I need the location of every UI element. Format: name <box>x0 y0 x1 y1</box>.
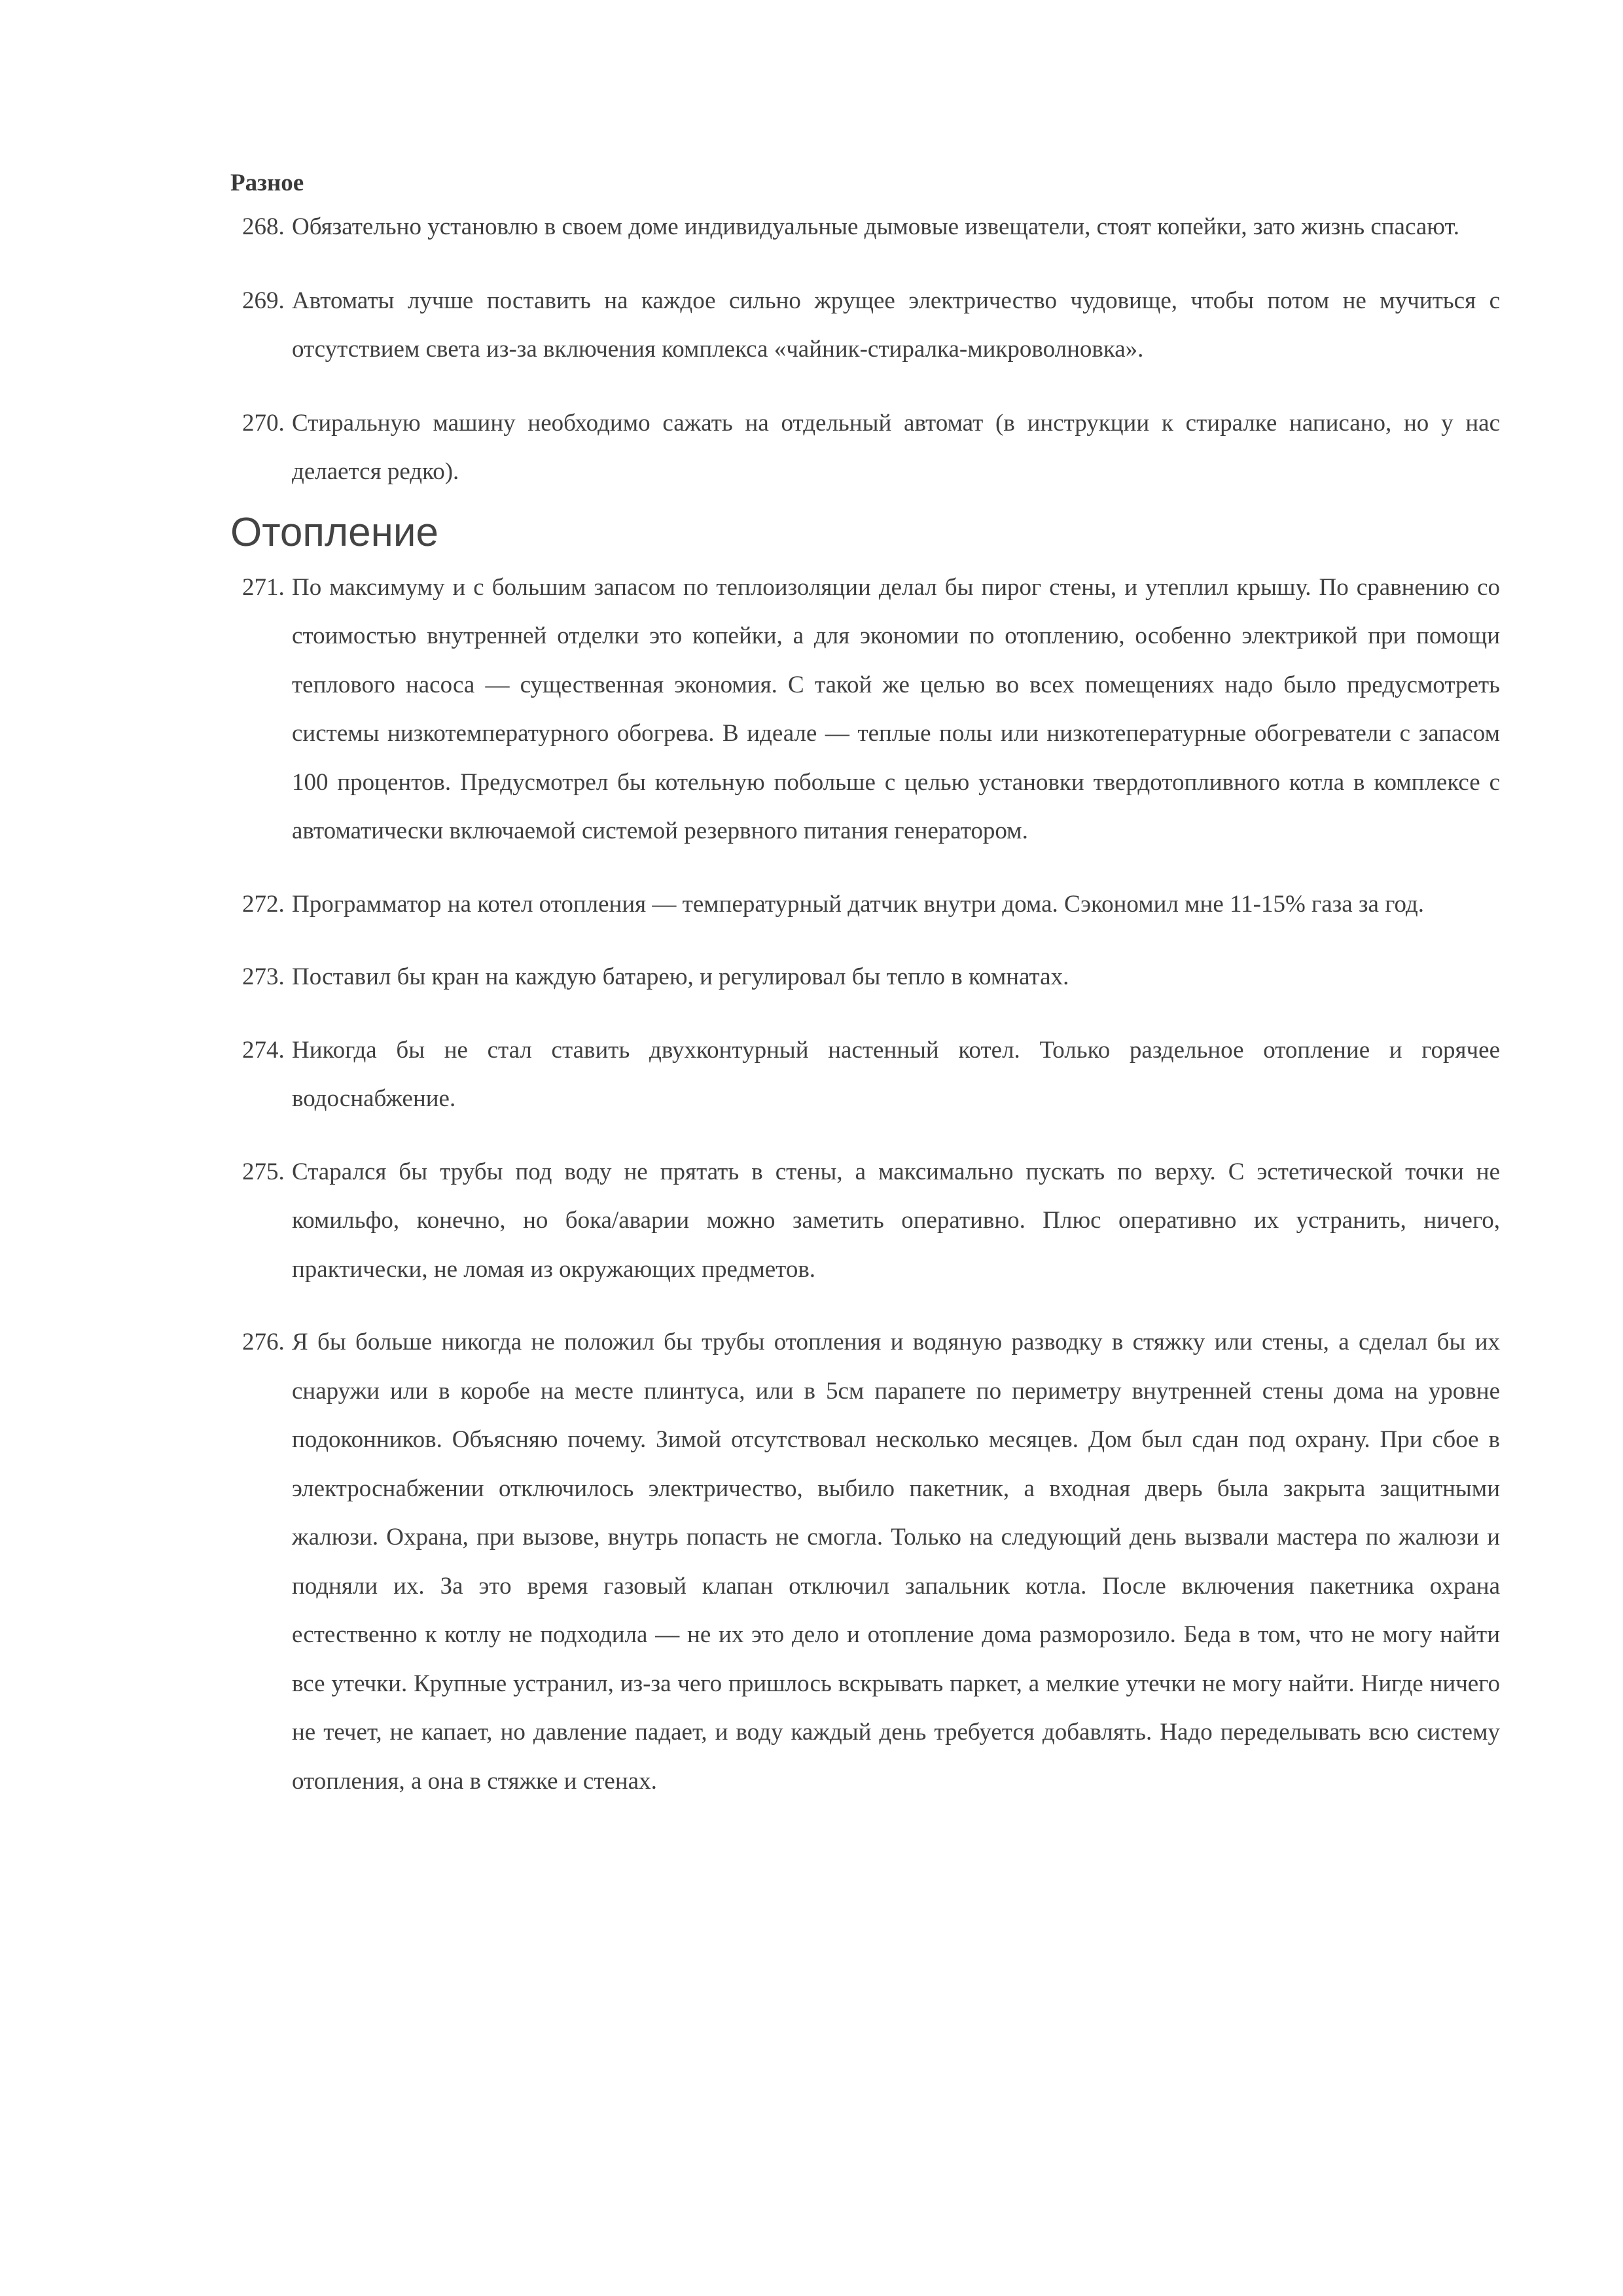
list-item <box>230 564 1500 856</box>
item-number: 271. <box>242 573 285 601</box>
list-item <box>230 1026 1500 1124</box>
item-number: 268. <box>242 213 285 240</box>
item-text: Программатор на котел отопления — температурный датчик внутри дома. Сэкономил мне 11-15% газа за год. <box>292 890 1424 918</box>
item-text: Поставил бы кран на каждую батарею, и регулировал бы тепло в комнатах. <box>292 963 1069 990</box>
item-text: Автоматы лучше поставить на каждое сильно жрущее электричество чудовище, чтобы потом не мучиться с отсутствием света из-за включения комплекса «чайник-стиралка-микроволновка». <box>292 287 1500 363</box>
list-item <box>230 953 1500 1002</box>
list-item <box>230 399 1500 497</box>
document-body <box>230 164 1500 1830</box>
item-text: Старался бы трубы под воду не прятать в стены, а максимально пускать по верху. С эстетической точки не комильфо, конечно, но бока/аварии можно заметить оперативно. Плюс оперативно их устранить, ничего, практически, не ломая из окружающих предметов. <box>292 1158 1500 1283</box>
item-number: 276. <box>242 1329 285 1355</box>
item-text: Обязательно установлю в своем доме индивидуальные дымовые извещатели, стоят копейки, зато жизнь спасают. <box>292 213 1460 240</box>
item-number: 275. <box>242 1158 285 1185</box>
misc-list <box>230 203 1500 497</box>
item-number: 273. <box>242 963 285 990</box>
list-item <box>230 277 1500 374</box>
item-number: 274. <box>242 1036 285 1064</box>
list-item <box>230 1318 1500 1806</box>
section-heading-misc: Разное <box>230 170 304 196</box>
section-heading-heating: Отопление <box>230 509 438 555</box>
list-item <box>230 203 1500 252</box>
item-text: Никогда бы не стал ставить двухконтурный настенный котел. Только раздельное отопление и горячее водоснабжение. <box>292 1036 1500 1112</box>
item-number: 269. <box>242 287 285 314</box>
heating-list <box>230 564 1500 1806</box>
item-text: Стиральную машину необходимо сажать на отдельный автомат (в инструкции к стиралке написано, но у нас делается редко). <box>292 409 1500 485</box>
list-item <box>230 1148 1500 1295</box>
item-text: Я бы больше никогда не положил бы трубы отопления и водяную разводку в стяжку или стены, а сделал бы их снаружи или в коробе на месте плинтуса, или в 5см парапете по периметру внутренней стены дома на уровне подоконников. Объясняю почему. Зимой отсутствовал несколько месяцев. Дом был сдан под охрану. При сбое в электроснабжении отключилось электричество, выбило пакетник, а входная дверь была закрыта защитными жалюзи. Охрана, при вызове, внутрь попасть не смогла. Только на следующий день вызвали мастера по жалюзи и подняли их. За это время газовый клапан отключил запальник котла. После включения пакетника охрана естественно к котлу не подходила — не их это дело и отопление дома разморозило. Беда в том, что не могу найти все утечки. Крупные устранил, из-за чего пришлось вскрывать паркет, а мелкие утечки не могу найти. Нигде ничего не течет, не капает, но давление падает, и воду каждый день требуется добавлять. Надо переделывать всю систему отопления, а она в стяжке и стенах. <box>292 1329 1500 1795</box>
list-item <box>230 880 1500 929</box>
item-number: 272. <box>242 890 285 918</box>
item-text: По максимуму и с большим запасом по теплоизоляции делал бы пирог стены, и утеплил крышу. По сравнению со стоимостью внутренней отделки это копейки, а для экономии по отоплению, особенно электрикой при помощи теплового насоса — существенная экономия. С такой же целью во всех помещениях надо было предусмотреть системы низкотемпературного обогрева. В идеале — теплые полы или низкотепературные обогреватели с запасом 100 процентов. Предусмотрел бы котельную побольше с целью установки твердотопливного котла в комплексе с автоматически включаемой системой резервного питания генератором. <box>292 573 1500 844</box>
item-number: 270. <box>242 409 285 437</box>
